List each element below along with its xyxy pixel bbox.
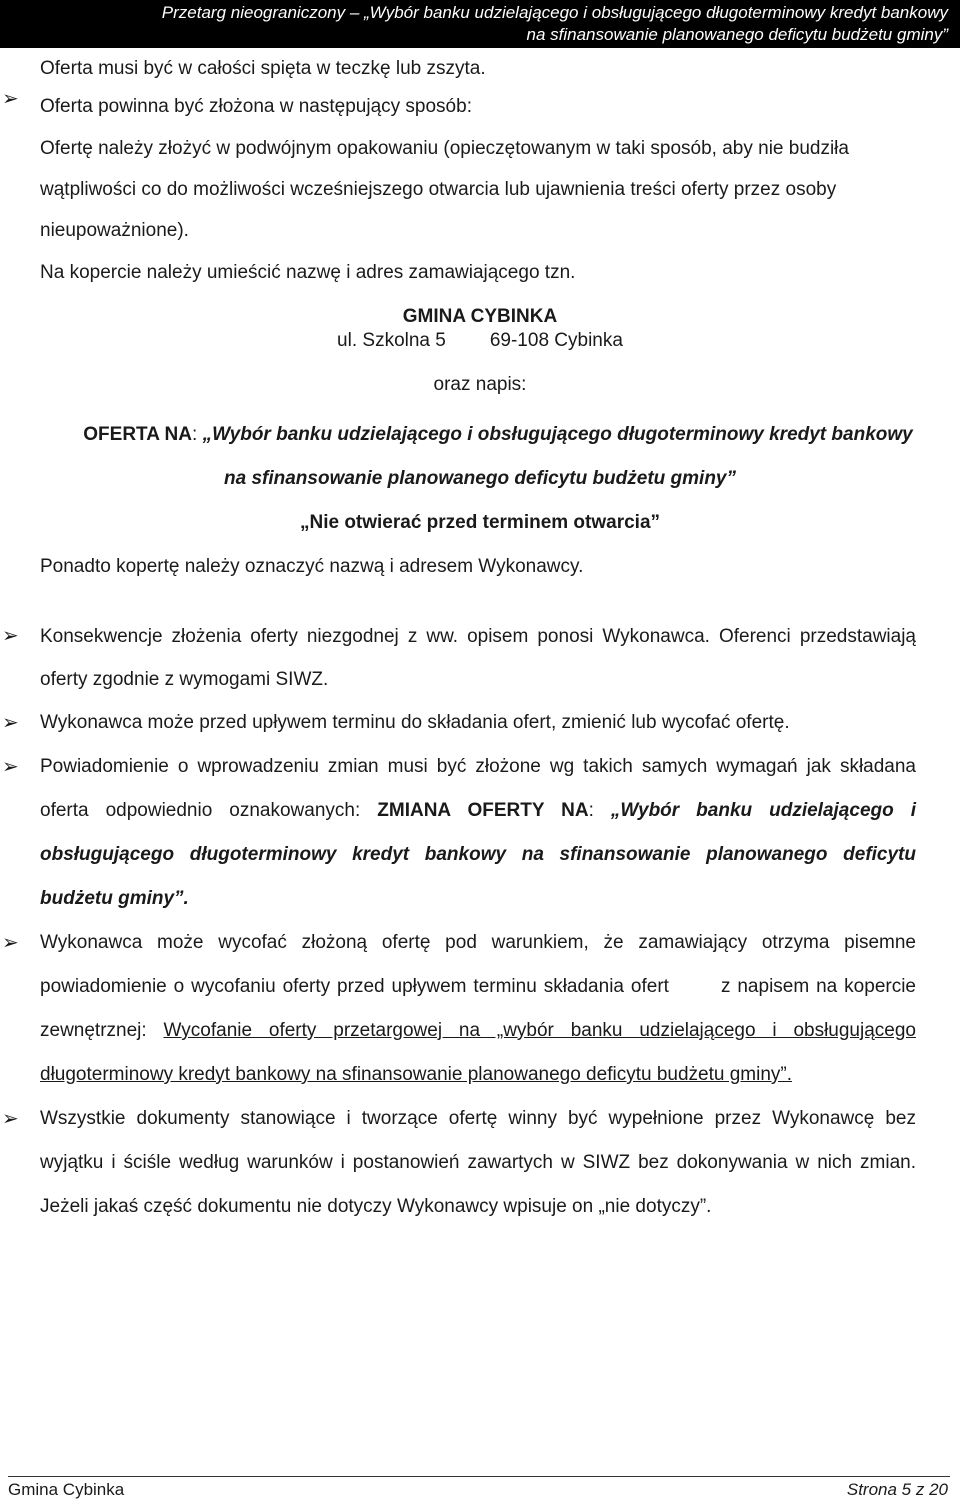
paragraph-koperta: Na kopercie należy umieścić nazwę i adres zamawiającego tzn. [40, 262, 576, 283]
page-footer [8, 1476, 950, 1501]
oraz-napis: oraz napis: [433, 374, 527, 395]
bullet-zmiana [40, 701, 920, 745]
zmiana-oferty-label: ZMIANA OFERTY NA [377, 800, 589, 821]
powiadomienie-text: Powiadomienie o wprowadzeniu zmian musi być złożone wg takich samych wymagań jak składana oferta odpowiednio oznakowanych: [40, 756, 916, 821]
oferta-title-line-2: na sfinansowanie planowanego deficytu budżetu gminy” [224, 468, 736, 489]
wycofanie-underlined: Wycofanie oferty przetargowej na „wybór banku udzielającego i obsługującego długoterminowy kredyt bankowy na sfinansowanie planowanego deficytu budżetu gminy”. [40, 1020, 916, 1085]
zmiana-colon: : [588, 800, 594, 821]
oferta-colon: : [192, 424, 198, 445]
bullet-powiadomienie [40, 745, 916, 921]
bullet-wycofanie [40, 921, 916, 1097]
bullet-zmiana-text: Wykonawca może przed upływem terminu do składania ofert, zmienić lub wycofać ofertę. [40, 712, 790, 733]
header-line-1: Przetarg nieograniczony – „Wybór banku udzielającego i obsługującego długoterminowy kredyt bankowy [161, 3, 948, 22]
oferta-title-line-1 [0, 413, 956, 457]
paragraph-ponadto: Ponadto kopertę należy oznaczyć nazwą i adresem Wykonawcy. [40, 556, 584, 577]
bullet-konsekwencje-text: Konsekwencje złożenia oferty niezgodnej z ww. opisem ponosi Wykonawca. Oferenci przedstawiają oferty zgodnie z wymogami SIWZ. [40, 626, 916, 690]
footer-page-number: Strona 5 z 20 [846, 1480, 948, 1499]
wycofanie-text-a: Wykonawca może wycofać złożoną ofertę pod warunkiem, że zamawiający otrzyma pisemne powiadomienie o wycofaniu oferty przed upływem terminu składania ofert [40, 932, 916, 997]
oferta-prefix: OFERTA NA [83, 424, 192, 445]
bullet-oferta-sposob-title: ➢ Oferta powinna być złożona w następujący sposób: [40, 96, 472, 117]
address-street: ul. Szkolna 5 [337, 330, 446, 351]
nie-otwierac: „Nie otwierać przed terminem otwarcia” [299, 512, 661, 533]
gmina-address [40, 329, 920, 353]
bullet-dokumenty-text: Wszystkie dokumenty stanowiące i tworzące ofertę winny być wypełnione przez Wykonawcę bez wyjątku i ściśle według warunków i postanowień zawartych w SIWZ bez dokonywania w nich zmian. Jeżeli jakaś część dokumentu nie dotyczy Wykonawcy wpisuje on „nie dotyczy”. [40, 1108, 916, 1217]
zmiana-oferty-title: „Wybór banku udzielającego i obsługującego długoterminowy kredyt bankowy na sfinansowanie planowanego deficytu budżetu gminy”. [40, 800, 917, 909]
page-header [0, 0, 960, 48]
gmina-name: GMINA CYBINKA [402, 306, 558, 327]
document-body [40, 52, 956, 1229]
wycofanie-text-b: z napisem na kopercie zewnętrznej: [40, 976, 916, 1041]
paragraph-teczka: Oferta musi być w całości spięta w teczkę lub zszyta. [40, 58, 486, 79]
oferta-title-part-1: „Wybór banku udzielającego i obsługującego długoterminowy kredyt bankowy [202, 424, 913, 445]
bullet-oferta-sposob [40, 86, 956, 128]
address-city: 69-108 Cybinka [489, 330, 623, 351]
footer-left: Gmina Cybinka [8, 1480, 125, 1499]
bullet-dokumenty [40, 1097, 916, 1229]
paragraph-opakowanie: Ofertę należy złożyć w podwójnym opakowaniu (opieczętowanym w taki sposób, aby nie budziła wątpliwości co do możliwości wcześniejszego otwarcia lub ujawnienia treści oferty przez osoby nieupoważnione). [40, 138, 849, 241]
bullet-konsekwencje [40, 615, 916, 701]
header-line-2: na sfinansowanie planowanego deficytu budżetu gminy” [526, 25, 948, 44]
